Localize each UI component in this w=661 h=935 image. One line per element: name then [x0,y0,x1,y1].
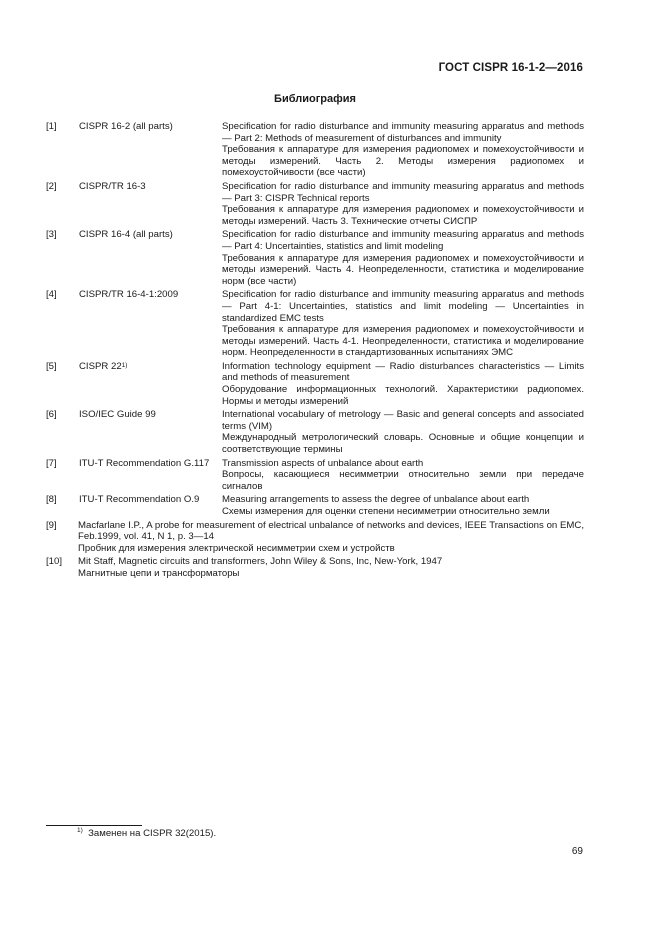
entry-reference: CISPR 16-4 (all parts) [79,229,173,241]
bibliography-entry [46,229,584,287]
entry-title-en: Specification for radio disturbance and immunity measuring apparatus and methods — Part 3: CISPR Technical reports [222,180,584,204]
entry-title-en: Mit Staff, Magnetic circuits and transformers, John Wiley & Sons, Inc, New-York, 1947 [78,556,443,568]
entry-title-ru: Международный метрологический словарь. Основные и общие концепции и соответствующие термины [222,432,584,456]
entry-title-ru: Требования к аппаратуре для измерения радиопомех и помехоустойчивости и методы измерений. Часть 3. Технические отчеты СИСПР [222,204,584,227]
footnote-marker: 1) [121,361,128,369]
entry-number: [1] [46,121,57,132]
entry-title-ru: Вопросы, касающиеся несимметрии относительно земли при передаче сигналов [222,469,584,492]
entry-title-ru: Требования к аппаратуре для измерения радиопомех и помехоустойчивости и методы измерений. Часть 4-1. Неопределенности, статистика и моделирование норм. Неопределенности в стандартизованных испытаниях ЭМС [222,324,584,359]
entry-reference: ISO/IEC Guide 99 [79,409,156,421]
bibliography-entry [46,494,584,517]
entry-title-en: Specification for radio disturbance and immunity measuring apparatus and methods — Part 4: Uncertainties, statistics and limit modeling [222,229,584,252]
entry-number: [8] [46,494,57,506]
entry-number: [4] [46,289,57,301]
entry-description [222,494,584,517]
entry-description [78,520,584,555]
bibliography-entry [46,181,584,227]
entry-description [222,409,584,455]
entry-title-en: International vocabulary of metrology — Basic and general concepts and associated terms (VIM) [222,409,584,432]
entry-reference: ITU-T Recommendation G.117 [79,457,210,469]
entry-title-ru: Оборудование информационных технологий. Характеристики радиопомех. Нормы и методы измерений [222,384,584,407]
entry-number: [6] [46,409,57,421]
bibliography-entry [46,361,584,407]
entry-description [222,181,584,227]
entry-reference: CISPR/TR 16-4-1:2009 [79,289,179,301]
entry-title-en: Macfarlane I.P., A probe for measurement of electrical unbalance of networks and devices, IEEE Transactions on EMC, Feb.1999, vol. 41, N 1, p. 3—14 [78,519,584,543]
entry-title-ru: Требования к аппаратуре для измерения радиопомех и помехоустойчивости и методы измерений. Часть 2. Методы измерения радиопомех и помехоустойчивости (все части) [222,144,584,179]
entry-number: [2] [46,180,57,192]
entry-description [222,229,584,287]
entry-reference: CISPR 16-2 (all parts) [79,121,173,132]
entry-title-en: Specification for radio disturbance and immunity measuring apparatus and methods — Part 2: Methods of measurement of disturbances and immunity [222,121,584,144]
entry-reference: CISPR/TR 16-3 [79,180,146,192]
entry-title-en: Measuring arrangements to assess the degree of unbalance about earth [222,494,530,506]
entry-title-ru: Требования к аппаратуре для измерения радиопомех и помехоустойчивости и методы измерений. Часть 4. Неопределенности, статистика и моделирование норм (все части) [222,252,584,287]
bibliography-list [46,121,584,582]
entry-number: [10] [46,556,63,568]
entry-reference-text: CISPR 22 [79,360,122,372]
bibliography-entry [46,289,584,359]
footnote-marker: 1) [77,827,83,834]
bibliography-entry [46,556,584,579]
entry-reference [79,361,219,373]
entry-title-en: Transmission aspects of unbalance about earth [222,457,424,469]
entry-title-ru: Пробник для измерения электрической несимметрии схем и устройств [78,542,395,554]
bibliography-entry [46,121,584,179]
entry-description [222,361,584,407]
bibliography-entry [46,409,584,455]
entry-description [222,289,584,359]
entry-description [78,556,584,579]
footnote [77,828,216,839]
page-number: 69 [571,846,583,857]
footnote-text: Заменен на CISPR 32(2015). [88,828,217,839]
entry-description [222,121,584,179]
entry-number: [7] [46,457,57,469]
bibliography-entry [46,458,584,493]
footnote-divider [46,825,142,826]
entry-number: [3] [46,229,57,241]
standard-designation: ГОСТ CISPR 16-1-2—2016 [438,62,583,74]
entry-number: [9] [46,519,57,531]
bibliography-entry [46,520,584,555]
entry-description [222,458,584,493]
entry-number: [5] [46,360,57,372]
entry-title-ru: Схемы измерения для оценки степени несимметрии относительно земли [222,506,550,517]
page-title: Библиография [274,93,356,105]
entry-title-en: Information technology equipment — Radio disturbances characteristics — Limits and methods of measurement [222,360,584,384]
entry-reference: ITU-T Recommendation O.9 [79,494,200,506]
entry-title-en: Specification for radio disturbance and immunity measuring apparatus and methods — Part 4-1: Uncertainties, statistics and limit modeling — Uncertainties in standardized EMC tests [222,289,584,324]
entry-title-ru: Магнитные цепи и трансформаторы [78,567,240,579]
